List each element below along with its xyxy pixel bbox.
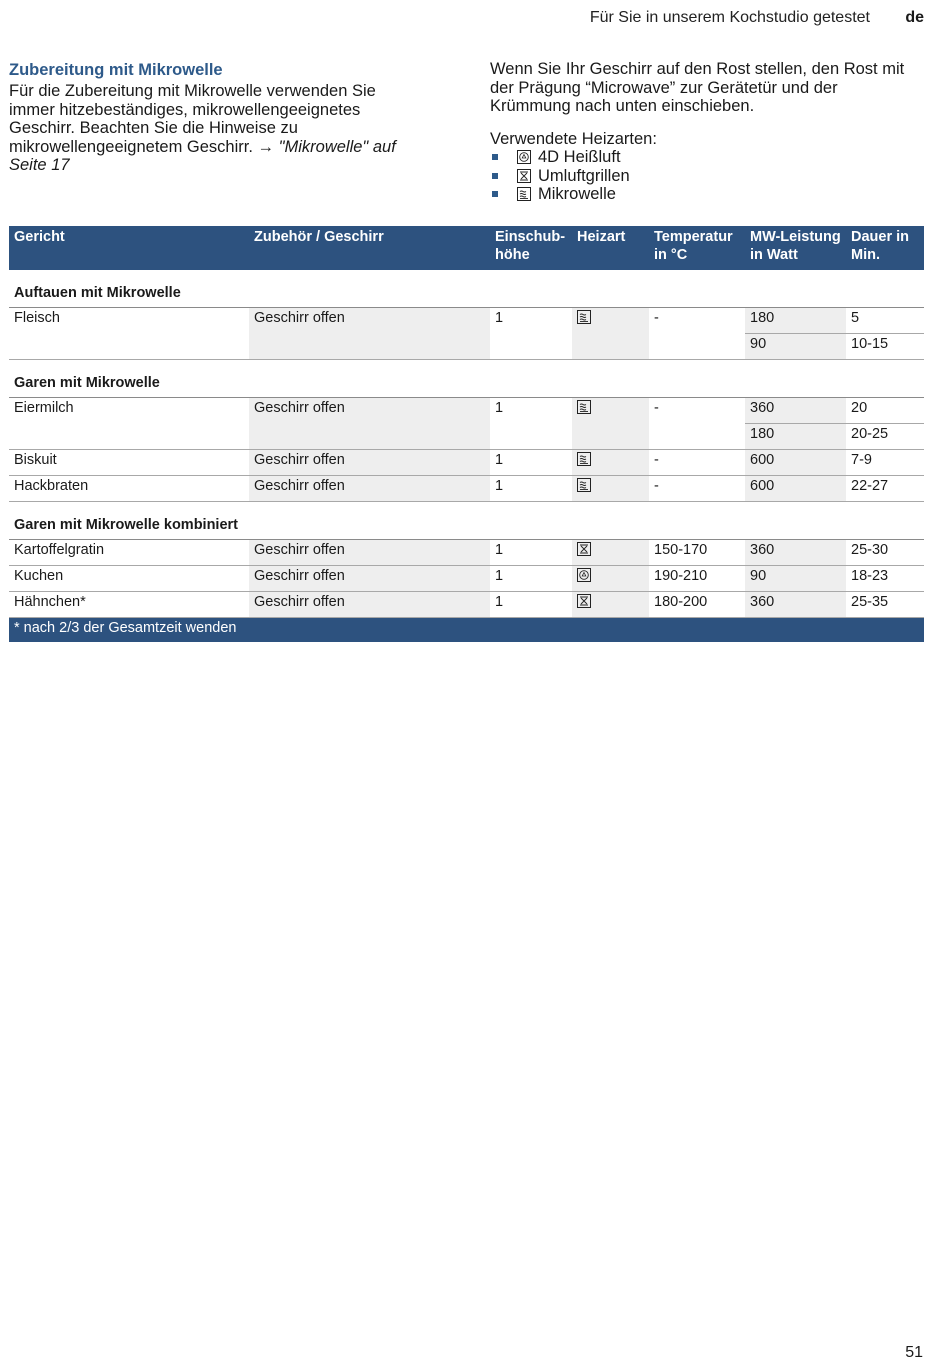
footnote-row (9, 618, 924, 643)
heating-modes-list (490, 148, 920, 204)
temperature-cell: 190-210 (649, 566, 745, 592)
table-row (9, 308, 924, 334)
header-dish: Gericht (9, 226, 249, 270)
accessory-cell: Geschirr offen (249, 450, 490, 476)
mw-power-cell: 360 (745, 398, 846, 424)
header-temperature: Temperatur in °C (649, 226, 745, 270)
level-cell: 1 (490, 476, 572, 502)
mw-power-cell: 180 (745, 424, 846, 450)
duration-cell: 25-35 (846, 592, 924, 618)
level-cell: 1 (495, 310, 504, 326)
dish-cell: Kartoffelgratin (9, 540, 249, 566)
dish-cell: Biskuit (9, 450, 249, 476)
level-cell: 1 (490, 566, 572, 592)
footnote: * nach 2/3 der Gesamtzeit wenden (9, 618, 924, 643)
level-cell (490, 424, 572, 450)
group-row (9, 502, 924, 540)
group-row (9, 270, 924, 308)
heating-mode-cell (572, 540, 649, 566)
accessory-cell: Geschirr offen (249, 308, 490, 334)
level-cell: 1 (490, 540, 572, 566)
heating-mode-item (490, 185, 920, 204)
4d-hot-air-icon (577, 568, 591, 582)
microwave-icon (577, 310, 591, 324)
table-row (9, 592, 924, 618)
heating-mode-cell (572, 566, 649, 592)
bullet-square (492, 191, 498, 197)
left-column (9, 60, 409, 175)
heating-mode-cell (572, 424, 649, 450)
heating-mode-cell (572, 450, 649, 476)
group-title: Garen mit Mikrowelle (9, 360, 924, 398)
microwave-icon (577, 478, 591, 492)
mw-power-cell: 90 (745, 566, 846, 592)
heating-mode-cell (572, 308, 649, 334)
cross-reference-link[interactable]: "Mikrowelle" auf Seite 17 (9, 137, 396, 174)
level-cell (490, 334, 572, 360)
convection-grill-icon (517, 169, 531, 183)
heating-mode-label: Umluftgrillen (538, 166, 630, 185)
duration-cell: 10-15 (846, 334, 924, 360)
level-cell: 1 (490, 592, 572, 618)
dish-cell: Hähnchen* (9, 592, 249, 618)
heating-mode-item (490, 148, 920, 167)
heating-mode-item (490, 167, 920, 186)
table-row (9, 334, 924, 360)
heating-mode-label: Mikrowelle (538, 185, 616, 203)
bullet-square (492, 173, 498, 179)
bullet-square (492, 154, 498, 160)
duration-cell: 20 (846, 398, 924, 424)
page-number: 51 (905, 1344, 923, 1361)
dish-cell: Kuchen (9, 566, 249, 592)
intro-paragraph (9, 82, 409, 175)
heating-mode-cell (572, 334, 649, 360)
temperature-cell (649, 424, 745, 450)
dish-cell: Fleisch (14, 310, 60, 326)
temperature-cell: - (654, 310, 659, 326)
convection-grill-icon (577, 594, 591, 608)
section-heading: Zubereitung mit Mikrowelle (9, 61, 223, 79)
mw-power-cell: 90 (745, 334, 846, 360)
duration-cell: 25-30 (846, 540, 924, 566)
mw-power-cell: 360 (745, 592, 846, 618)
duration-cell: 18-23 (846, 566, 924, 592)
duration-cell: 22-27 (846, 476, 924, 502)
header-level: Einschub-höhe (490, 226, 572, 270)
intro-text: Für die Zubereitung mit Mikrowelle verwenden Sie immer hitzebeständiges, mikrowellengeeignetes Geschirr. Beachten Sie die Hinweise zu mikrowellengeeignetem Geschirr. (9, 82, 376, 156)
dish-cell: Hackbraten (9, 476, 249, 502)
accessory-cell (249, 424, 490, 450)
table-row (9, 424, 924, 450)
dish-cell (9, 424, 249, 450)
heating-mode-cell (572, 476, 649, 502)
page-header-title: Für Sie in unserem Kochstudio getestet (589, 9, 870, 26)
temperature-cell: - (649, 476, 745, 502)
convection-grill-icon (577, 542, 591, 556)
4d-hot-air-icon (517, 150, 531, 164)
mw-power-cell: 180 (745, 308, 846, 334)
accessory-cell: Geschirr offen (249, 398, 490, 424)
level-cell: 1 (495, 400, 504, 416)
heating-mode-label: 4D Heißluft (538, 148, 621, 166)
level-cell: 1 (490, 450, 572, 476)
header-mw-power: MW-Leistung in Watt (745, 226, 846, 270)
table-row (9, 476, 924, 502)
group-title: Garen mit Mikrowelle kombiniert (9, 502, 924, 540)
language-tag: de (905, 9, 924, 26)
cooking-table (9, 226, 924, 642)
mw-power-cell: 600 (745, 450, 846, 476)
microwave-icon (577, 400, 591, 414)
temperature-cell: 150-170 (649, 540, 745, 566)
header-accessory: Zubehör / Geschirr (249, 226, 490, 270)
temperature-cell (649, 334, 745, 360)
table-row (9, 450, 924, 476)
rack-paragraph: Wenn Sie Ihr Geschirr auf den Rost stellen, den Rost mit der Prägung “Microwave” zur Gerätetür und der Krümmung nach unten einschieben. (490, 60, 905, 115)
header-heating-mode: Heizart (572, 226, 649, 270)
accessory-cell: Geschirr offen (249, 592, 490, 618)
cross-reference-arrow: → (257, 137, 275, 156)
dish-cell: Eiermilch (14, 400, 74, 416)
duration-cell: 7-9 (846, 450, 924, 476)
mw-power-cell: 360 (745, 540, 846, 566)
accessory-cell: Geschirr offen (249, 476, 490, 502)
table-header-row (9, 226, 924, 270)
dish-cell (9, 334, 249, 360)
duration-cell: 5 (846, 308, 924, 334)
heating-mode-cell (572, 398, 649, 424)
accessory-cell: Geschirr offen (249, 566, 490, 592)
duration-cell: 20-25 (846, 424, 924, 450)
table-row (9, 398, 924, 424)
group-row (9, 360, 924, 398)
accessory-cell (249, 334, 490, 360)
temperature-cell: - (654, 400, 659, 416)
header-duration: Dauer in Min. (846, 226, 924, 270)
table-row (9, 540, 924, 566)
heating-mode-cell (572, 592, 649, 618)
accessory-cell: Geschirr offen (249, 540, 490, 566)
heating-modes-intro: Verwendete Heizarten: (490, 129, 657, 148)
microwave-icon (517, 187, 531, 201)
mw-power-cell: 600 (745, 476, 846, 502)
microwave-icon (577, 452, 591, 466)
temperature-cell: 180-200 (649, 592, 745, 618)
table-row (9, 566, 924, 592)
group-title: Auftauen mit Mikrowelle (9, 270, 924, 308)
right-column (490, 60, 920, 204)
temperature-cell: - (649, 450, 745, 476)
